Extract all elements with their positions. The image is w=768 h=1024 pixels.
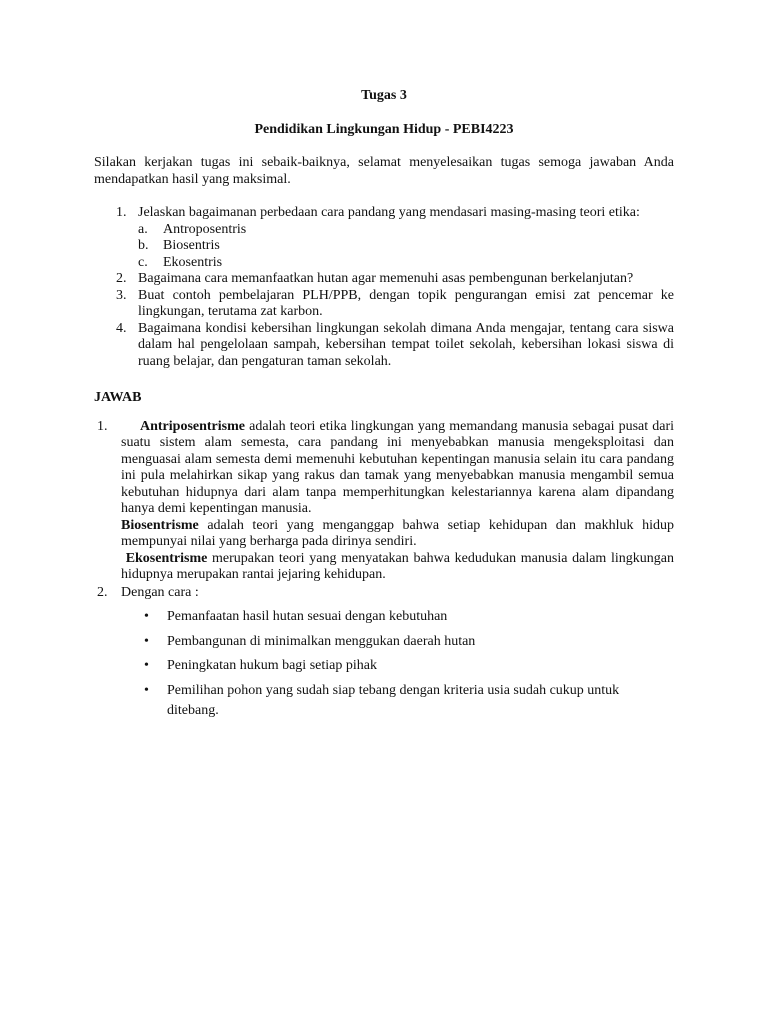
task-number: 3. bbox=[116, 287, 127, 303]
answer-number: 1. bbox=[97, 418, 108, 434]
task-list bbox=[94, 205, 674, 370]
task-sub-item bbox=[138, 255, 674, 272]
bullet-text: Peningkatan hukum bagi setiap pihak bbox=[167, 658, 377, 673]
bullet-item bbox=[144, 632, 674, 653]
answer-item-2 bbox=[94, 585, 674, 602]
bullet-text: Pemilihan pohon yang sudah siap tebang dengan kriteria usia sudah cukup untuk ditebang. bbox=[167, 682, 620, 718]
sub-text: Biosentris bbox=[163, 238, 220, 253]
task-sub-list bbox=[138, 222, 674, 272]
bullet-dot-icon: • bbox=[144, 682, 149, 698]
task-sub-item bbox=[138, 222, 674, 239]
bullet-item bbox=[144, 656, 674, 677]
answer-bullet-list bbox=[94, 607, 674, 722]
answer-lead-text: Dengan cara : bbox=[121, 584, 199, 600]
document-subtitle: Pendidikan Lingkungan Hidup - PEBI4223 bbox=[254, 121, 514, 137]
answer-paragraph-biosentris bbox=[121, 518, 674, 551]
task-sub-item bbox=[138, 238, 674, 255]
sub-text: Ekosentris bbox=[163, 254, 223, 270]
term-ekosentrisme: Ekosentrisme bbox=[125, 550, 208, 566]
answer-paragraph-antroposentris bbox=[121, 419, 674, 518]
sub-letter: a. bbox=[138, 221, 148, 237]
answer-section bbox=[94, 419, 674, 722]
answer-heading: JAWAB bbox=[94, 390, 142, 405]
bullet-item bbox=[144, 681, 674, 722]
sub-letter: b. bbox=[138, 238, 149, 253]
definition-text: merupakan teori yang menyatakan bahwa kedudukan manusia dalam lingkungan hidupnya merupakan rantai jejaring kehidupan. bbox=[121, 550, 674, 582]
task-number: 2. bbox=[116, 271, 127, 286]
definition-text: adalah teori etika lingkungan yang memandang manusia sebagai pusat dari suatu sistem alam semesta, cara pandang ini menyebabkan manusia mengeksploitasi dan menguasai alam semesta demi memenuhi kebutuhan kepentingan manusia selain itu cara pandang ini pula melahirkan sikap yang rakus dan tamak yang menyebabkan manusia mengambil semua kebutuhan hidupnya dari alam tanpa memperhitungkan kelestariannya karena alam dipandang hanya demi kepentingan manusia. bbox=[121, 418, 674, 516]
bullet-dot-icon: • bbox=[144, 609, 149, 624]
task-number: 4. bbox=[116, 320, 127, 336]
task-text: Bagaimana kondisi kebersihan lingkungan sekolah dimana Anda mengajar, tentang cara siswa dalam hal pengelolaan sampah, kebersihan tempat toilet sekolah, kebersihan lokasi siswa di ruang belajar, dan pengaturan taman sekolah. bbox=[138, 320, 674, 369]
bullet-dot-icon: • bbox=[144, 633, 149, 649]
task-item-2 bbox=[116, 271, 674, 288]
document-content bbox=[94, 88, 674, 726]
document-title: Tugas 3 bbox=[361, 88, 407, 103]
task-text: Jelaskan bagaimanan perbedaan cara pandang yang mendasari masing-masing teori etika: bbox=[138, 205, 640, 220]
term-antriposentrisme: Antriposentrisme bbox=[140, 418, 245, 434]
bullet-dot-icon: • bbox=[144, 658, 149, 673]
bullet-text: Pemanfaatan hasil hutan sesuai dengan kebutuhan bbox=[167, 609, 448, 624]
term-biosentrisme: Biosentrisme bbox=[121, 517, 199, 533]
task-item-1 bbox=[116, 205, 674, 271]
definition-text: adalah teori yang menganggap bahwa setiap kehidupan dan makhluk hidup mempunyai nilai yang berharga pada dirinya sendiri. bbox=[121, 517, 674, 549]
task-number: 1. bbox=[116, 205, 127, 220]
sub-letter: c. bbox=[138, 254, 148, 270]
bullet-text: Pembangunan di minimalkan menggukan daerah hutan bbox=[167, 633, 476, 649]
task-text: Bagaimana cara memanfaatkan hutan agar memenuhi asas pembengunan berkelanjutan? bbox=[138, 271, 634, 286]
sub-text: Antroposentris bbox=[163, 221, 247, 237]
intro-paragraph: Silakan kerjakan tugas ini sebaik-baiknya, selamat menyelesaikan tugas semoga jawaban Anda mendapatkan hasil yang maksimal. bbox=[94, 155, 674, 187]
answer-item-1 bbox=[94, 419, 674, 584]
bullet-item bbox=[144, 607, 674, 628]
task-item-4 bbox=[116, 320, 674, 371]
task-item-3 bbox=[116, 287, 674, 321]
task-text: Buat contoh pembelajaran PLH/PPB, dengan topik pengurangan emisi zat pencemar ke lingkungan, terutama zat karbon. bbox=[138, 287, 674, 319]
answer-paragraph-ekosentris bbox=[121, 551, 674, 584]
answer-number: 2. bbox=[97, 584, 108, 600]
